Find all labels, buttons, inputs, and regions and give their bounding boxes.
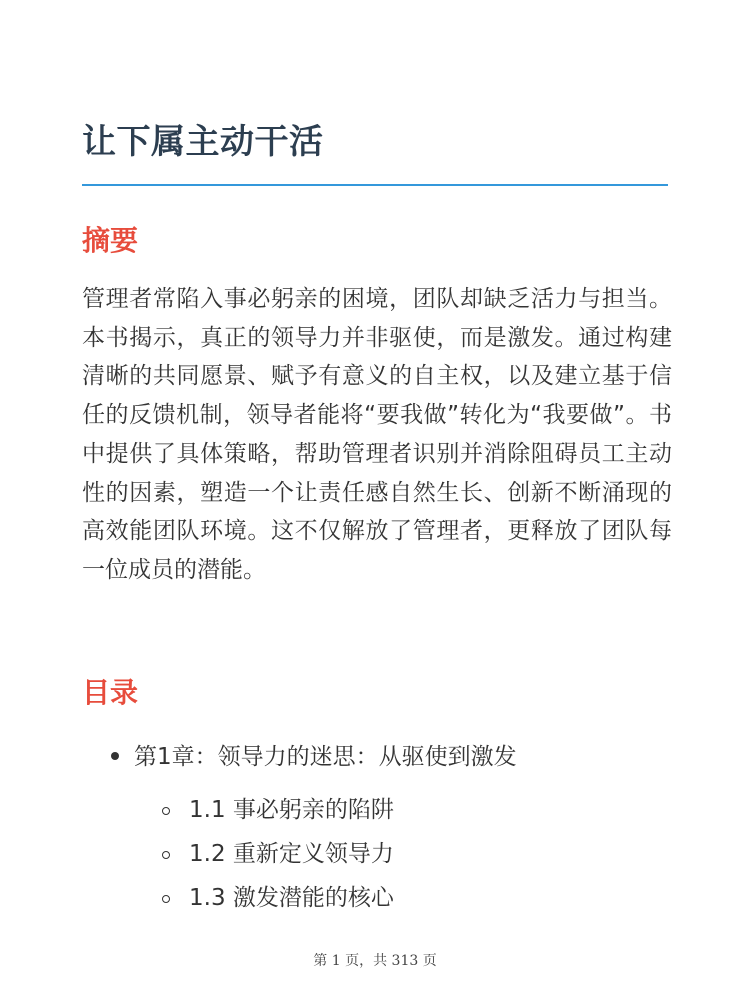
toc-list [0,732,750,911]
toc-chapter-label: 第1章：领导力的迷思：从驱使到激发 [134,744,517,770]
toc-section-item [0,836,750,880]
page-number-footer: 第 1 页，共 313 页 [313,953,437,969]
toc-section-label: 1.2 重新定义领导力 [189,841,394,867]
toc-section-label: 1.3 激发潜能的核心 [189,885,394,911]
toc-chapter-item [0,732,750,911]
toc-section-list [0,792,750,924]
toc-section-item [0,880,750,924]
bullet-circle-icon [162,895,170,903]
summary-heading: 摘要 [82,224,139,257]
book-title: 让下属主动干活 [82,122,324,162]
summary-paragraph: 管理者常陷入事必躬亲的困境，团队却缺乏活力与担当。本书揭示，真正的领导力并非驱使，而是激发。通过构建清晰的共同愿景、赋予有意义的自主权，以及建立基于信任的反馈机制，领导者能将“要我做”转化为“我要做”。书中提供了具体策略，帮助管理者识别并消除阻碍员工主动性的因素，塑造一个让责任感自然生长、创新不断涌现的高效能团队环境。这不仅解放了管理者，更释放了团队每一位成员的潜能。 [82,286,672,583]
bullet-disc-icon [111,752,119,760]
toc-section-label: 1.1 事必躬亲的陷阱 [189,797,394,823]
bullet-circle-icon [162,807,170,815]
title-divider [82,184,668,186]
toc-heading: 目录 [82,676,139,709]
bullet-circle-icon [162,851,170,859]
toc-section-item [0,792,750,836]
